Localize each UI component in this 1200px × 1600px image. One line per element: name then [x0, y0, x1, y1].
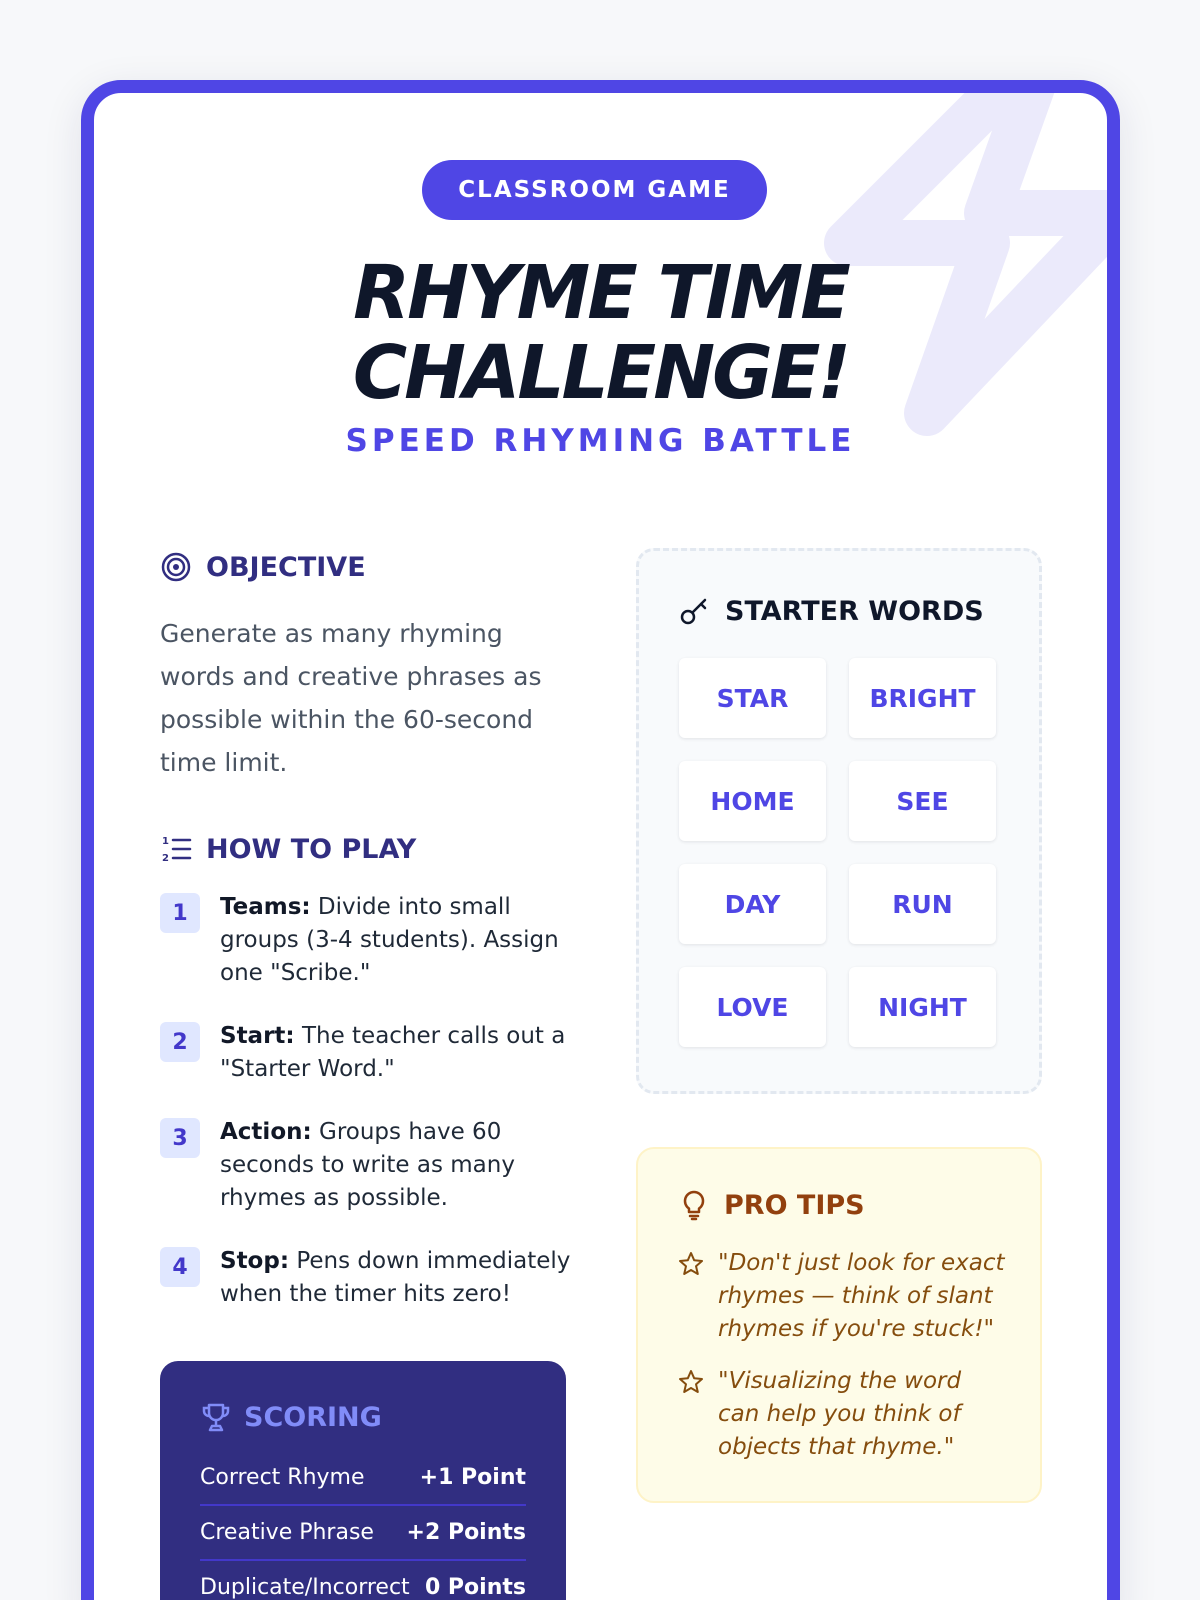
score-points: 0 Points: [424, 1575, 526, 1600]
score-row: [200, 1561, 526, 1600]
star-icon: [678, 1369, 704, 1395]
title-line-2: CHALLENGE!: [352, 330, 849, 416]
tip-item: [678, 1365, 1008, 1464]
score-label: Correct Rhyme: [200, 1465, 365, 1490]
step-description: Divide into small groups (3-4 students). Assign one "Scribe.": [220, 894, 559, 986]
step-label: Teams:: [220, 894, 311, 920]
word-card-home: HOME: [679, 761, 826, 841]
word-card-run: RUN: [849, 864, 996, 944]
step-text: [220, 1116, 580, 1215]
target-icon: [160, 551, 192, 583]
step-label: Stop:: [220, 1248, 290, 1274]
word-card-love: LOVE: [679, 967, 826, 1047]
step-item: [160, 891, 580, 990]
step-label: Action:: [220, 1119, 312, 1145]
step-description: The teacher calls out a "Starter Word.": [220, 1023, 566, 1082]
score-label: Duplicate/Incorrect: [200, 1575, 410, 1600]
step-label: Start:: [220, 1023, 295, 1049]
key-icon: [679, 595, 711, 627]
objective-heading-label: OBJECTIVE: [206, 551, 366, 583]
word-card-see: SEE: [849, 761, 996, 841]
step-number: 3: [160, 1118, 200, 1158]
step-number: 4: [160, 1247, 200, 1287]
score-label: Creative Phrase: [200, 1520, 374, 1545]
score-row: [200, 1506, 526, 1561]
pro-tips-heading-label: PRO TIPS: [724, 1189, 865, 1221]
how-to-play-heading-label: HOW TO PLAY: [206, 833, 417, 865]
step-item: [160, 1020, 580, 1086]
tip-text: "Don't just look for exact rhymes — think of slant rhymes if you're stuck!": [718, 1250, 1005, 1342]
word-card-night: NIGHT: [849, 967, 996, 1047]
list-ordered-icon: [160, 833, 192, 865]
word-card-day: DAY: [679, 864, 826, 944]
step-text: [220, 891, 580, 990]
title-line-1: RHYME TIME: [353, 250, 848, 336]
tip-item: [678, 1247, 1008, 1346]
step-item: [160, 1116, 580, 1215]
svg-text:1: 1: [162, 836, 169, 847]
step-text: [220, 1245, 580, 1311]
objective-text: Generate as many rhyming words and creative phrases as possible within the 60-second time limit.: [160, 619, 542, 777]
scoring-heading-label: SCORING: [244, 1401, 382, 1433]
page-title: [94, 250, 1107, 416]
lightbulb-icon: [678, 1189, 710, 1221]
score-points: +1 Point: [419, 1465, 526, 1490]
score-points: +2 Points: [406, 1520, 526, 1545]
word-card-bright: BRIGHT: [849, 658, 996, 738]
how-to-play-heading: [160, 833, 416, 865]
scoring-heading: [200, 1401, 526, 1433]
objective-heading: [160, 551, 366, 583]
step-description: Groups have 60 seconds to write as many rhymes as possible.: [220, 1119, 515, 1211]
step-item: [160, 1245, 580, 1311]
steps-list: [160, 891, 580, 1341]
step-description: Pens down immediately when the timer hits zero!: [220, 1248, 571, 1307]
score-row: [200, 1451, 526, 1506]
page-subtitle: SPEED RHYMING BATTLE: [345, 423, 856, 459]
trophy-icon: [200, 1401, 232, 1433]
pro-tips-heading: [678, 1189, 865, 1221]
category-badge: CLASSROOM GAME: [422, 160, 767, 220]
step-text: [220, 1020, 580, 1086]
pro-tips-panel: [636, 1147, 1042, 1503]
starter-words-heading: [679, 595, 984, 627]
scoring-panel: [160, 1361, 566, 1600]
game-card: [81, 80, 1120, 1600]
step-number: 1: [160, 893, 200, 933]
starter-words-panel: [636, 548, 1042, 1094]
tip-text: "Visualizing the word can help you think of objects that rhyme.": [718, 1368, 962, 1460]
svg-text:2: 2: [162, 853, 169, 864]
step-number: 2: [160, 1022, 200, 1062]
word-card-star: STAR: [679, 658, 826, 738]
star-icon: [678, 1251, 704, 1277]
starter-words-heading-label: STARTER WORDS: [725, 595, 984, 627]
